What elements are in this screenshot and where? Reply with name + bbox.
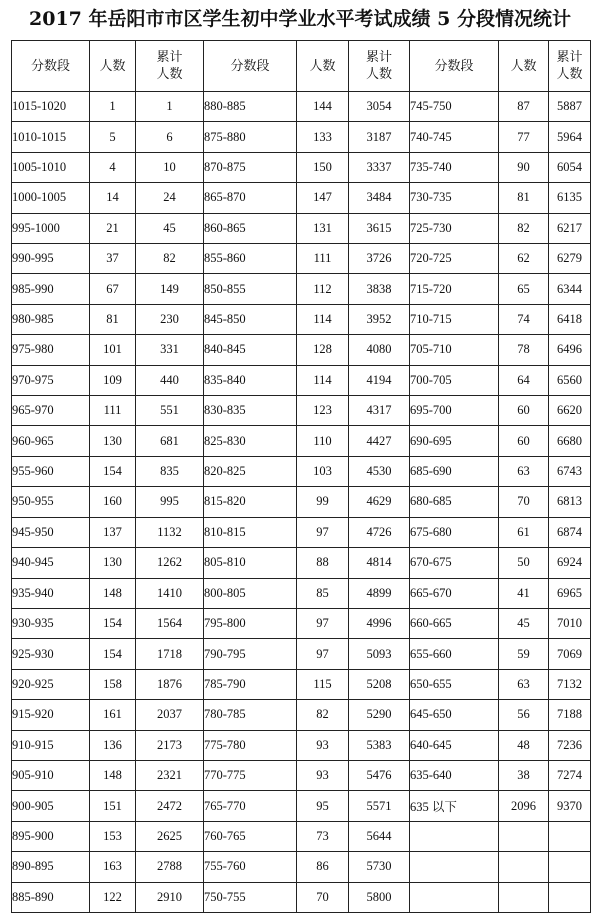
student-count: 90 [499,152,549,182]
cumulative-count: 7010 [549,608,591,638]
table-row [12,639,591,669]
score-segment: 810-815 [204,517,297,547]
student-count: 97 [297,608,349,638]
table-row [12,426,591,456]
student-count: 78 [499,335,549,365]
score-segment: 880-885 [204,92,297,122]
header-segment: 分数段 [410,41,499,92]
score-segment: 985-990 [12,274,90,304]
cumulative-count: 6279 [549,244,591,274]
table-row [12,183,591,213]
table-row [12,456,591,486]
student-count: 154 [90,456,136,486]
table-row [12,92,591,122]
score-segment [410,882,499,912]
cumulative-count: 6620 [549,396,591,426]
student-count: 123 [297,396,349,426]
cumulative-count: 5208 [349,669,410,699]
cumulative-count: 4317 [349,396,410,426]
cumulative-count: 4427 [349,426,410,456]
cumulative-count: 2788 [136,852,204,882]
student-count: 99 [297,487,349,517]
table-row [12,152,591,182]
cumulative-count: 82 [136,244,204,274]
score-segment: 1010-1015 [12,122,90,152]
score-segment: 940-945 [12,548,90,578]
cumulative-count: 5476 [349,760,410,790]
table-row [12,669,591,699]
student-count: 73 [297,821,349,851]
student-count [499,821,549,851]
student-count [499,882,549,912]
score-segment: 970-975 [12,365,90,395]
score-table [11,40,591,913]
score-segment: 685-690 [410,456,499,486]
cumulative-count: 24 [136,183,204,213]
cumulative-count [549,852,591,882]
cumulative-count: 5571 [349,791,410,821]
score-segment: 825-830 [204,426,297,456]
cumulative-count: 835 [136,456,204,486]
student-count: 151 [90,791,136,821]
student-count: 97 [297,517,349,547]
cumulative-count: 3726 [349,244,410,274]
score-segment: 910-915 [12,730,90,760]
cumulative-count: 1410 [136,578,204,608]
student-count: 109 [90,365,136,395]
student-count: 50 [499,548,549,578]
score-segment: 635 以下 [410,791,499,821]
cumulative-count: 5964 [549,122,591,152]
cumulative-count: 551 [136,396,204,426]
score-segment: 770-775 [204,760,297,790]
student-count: 136 [90,730,136,760]
table-row [12,244,591,274]
student-count: 128 [297,335,349,365]
score-segment: 645-650 [410,700,499,730]
cumulative-count: 5383 [349,730,410,760]
cumulative-count: 3952 [349,304,410,334]
score-segment: 675-680 [410,517,499,547]
student-count: 97 [297,639,349,669]
cumulative-count: 6418 [549,304,591,334]
student-count: 130 [90,548,136,578]
table-row [12,517,591,547]
cumulative-count: 1 [136,92,204,122]
score-segment: 975-980 [12,335,90,365]
cumulative-count: 5800 [349,882,410,912]
score-segment [410,852,499,882]
score-segment: 860-865 [204,213,297,243]
score-segment: 650-655 [410,669,499,699]
student-count: 101 [90,335,136,365]
score-segment: 800-805 [204,578,297,608]
student-count: 93 [297,760,349,790]
student-count: 112 [297,274,349,304]
score-segment: 680-685 [410,487,499,517]
table-row [12,882,591,912]
score-segment [410,821,499,851]
score-segment: 885-890 [12,882,90,912]
student-count: 60 [499,426,549,456]
table-row [12,274,591,304]
cumulative-count: 5093 [349,639,410,669]
cumulative-count: 4080 [349,335,410,365]
cumulative-count: 995 [136,487,204,517]
table-row [12,335,591,365]
cumulative-count: 5887 [549,92,591,122]
score-segment: 835-840 [204,365,297,395]
table-row [12,821,591,851]
score-segment: 920-925 [12,669,90,699]
cumulative-count: 5644 [349,821,410,851]
student-count: 110 [297,426,349,456]
student-count: 122 [90,882,136,912]
student-count: 62 [499,244,549,274]
score-segment: 930-935 [12,608,90,638]
score-segment: 640-645 [410,730,499,760]
score-segment: 915-920 [12,700,90,730]
cumulative-count: 3187 [349,122,410,152]
cumulative-count: 6 [136,122,204,152]
student-count: 147 [297,183,349,213]
score-segment: 935-940 [12,578,90,608]
score-segment: 700-705 [410,365,499,395]
student-count: 82 [297,700,349,730]
cumulative-count: 2321 [136,760,204,790]
student-count: 158 [90,669,136,699]
score-segment: 695-700 [410,396,499,426]
student-count: 1 [90,92,136,122]
score-segment: 840-845 [204,335,297,365]
student-count: 111 [90,396,136,426]
student-count: 163 [90,852,136,882]
header-segment: 分数段 [204,41,297,92]
score-segment: 690-695 [410,426,499,456]
score-segment: 660-665 [410,608,499,638]
score-segment: 890-895 [12,852,90,882]
student-count: 150 [297,152,349,182]
score-segment: 1005-1010 [12,152,90,182]
score-segment: 850-855 [204,274,297,304]
cumulative-count: 3054 [349,92,410,122]
student-count: 65 [499,274,549,304]
score-segment: 745-750 [410,92,499,122]
score-segment: 995-1000 [12,213,90,243]
score-segment: 875-880 [204,122,297,152]
score-segment: 705-710 [410,335,499,365]
cumulative-count: 6560 [549,365,591,395]
score-segment: 865-870 [204,183,297,213]
student-count: 56 [499,700,549,730]
cumulative-count: 6874 [549,517,591,547]
header-cumulative: 累计 人数 [136,41,204,92]
score-segment: 895-900 [12,821,90,851]
student-count: 130 [90,426,136,456]
cumulative-count [549,882,591,912]
cumulative-count: 1262 [136,548,204,578]
score-segment: 830-835 [204,396,297,426]
table-row [12,213,591,243]
header-row [12,41,591,92]
cumulative-count: 6217 [549,213,591,243]
student-count: 21 [90,213,136,243]
cumulative-count: 7274 [549,760,591,790]
table-row [12,760,591,790]
cumulative-count: 6680 [549,426,591,456]
score-segment: 795-800 [204,608,297,638]
cumulative-count: 6924 [549,548,591,578]
table-row [12,487,591,517]
score-segment: 820-825 [204,456,297,486]
cumulative-count: 6054 [549,152,591,182]
header-segment: 分数段 [12,41,90,92]
student-count: 64 [499,365,549,395]
cumulative-count: 2472 [136,791,204,821]
cumulative-count: 4814 [349,548,410,578]
student-count: 63 [499,669,549,699]
cumulative-count: 10 [136,152,204,182]
student-count: 60 [499,396,549,426]
student-count: 41 [499,578,549,608]
score-segment: 760-765 [204,821,297,851]
student-count: 59 [499,639,549,669]
score-segment: 720-725 [410,244,499,274]
score-segment: 790-795 [204,639,297,669]
student-count: 4 [90,152,136,182]
cumulative-count: 3337 [349,152,410,182]
cumulative-count: 1132 [136,517,204,547]
cumulative-count: 2173 [136,730,204,760]
cumulative-count: 3484 [349,183,410,213]
student-count: 45 [499,608,549,638]
student-count: 103 [297,456,349,486]
header-count: 人数 [499,41,549,92]
table-row [12,700,591,730]
student-count: 131 [297,213,349,243]
student-count: 161 [90,700,136,730]
cumulative-count: 7069 [549,639,591,669]
table-row [12,548,591,578]
student-count: 81 [90,304,136,334]
student-count: 154 [90,608,136,638]
score-segment: 710-715 [410,304,499,334]
table-row [12,791,591,821]
score-segment: 785-790 [204,669,297,699]
score-segment: 900-905 [12,791,90,821]
score-segment: 805-810 [204,548,297,578]
student-count: 70 [297,882,349,912]
student-count: 37 [90,244,136,274]
student-count: 148 [90,578,136,608]
cumulative-count: 5730 [349,852,410,882]
cumulative-count: 4899 [349,578,410,608]
cumulative-count: 2037 [136,700,204,730]
student-count: 133 [297,122,349,152]
score-segment: 960-965 [12,426,90,456]
student-count: 115 [297,669,349,699]
score-segment: 990-995 [12,244,90,274]
student-count: 114 [297,304,349,334]
student-count: 63 [499,456,549,486]
cumulative-count: 5290 [349,700,410,730]
student-count: 88 [297,548,349,578]
student-count: 5 [90,122,136,152]
student-count: 86 [297,852,349,882]
page-title: 2017 年岳阳市市区学生初中学业水平考试成绩 5 分段情况统计 [29,8,571,30]
student-count: 153 [90,821,136,851]
student-count: 61 [499,517,549,547]
student-count: 74 [499,304,549,334]
cumulative-count: 6965 [549,578,591,608]
table-row [12,396,591,426]
header-cumulative: 累计 人数 [349,41,410,92]
score-segment: 730-735 [410,183,499,213]
cumulative-count: 7132 [549,669,591,699]
score-segment: 845-850 [204,304,297,334]
score-segment: 945-950 [12,517,90,547]
cumulative-count: 230 [136,304,204,334]
cumulative-count: 1876 [136,669,204,699]
cumulative-count: 2910 [136,882,204,912]
student-count: 67 [90,274,136,304]
cumulative-count: 7236 [549,730,591,760]
student-count: 148 [90,760,136,790]
header-count: 人数 [90,41,136,92]
score-segment: 950-955 [12,487,90,517]
score-segment: 870-875 [204,152,297,182]
cumulative-count: 45 [136,213,204,243]
cumulative-count: 331 [136,335,204,365]
cumulative-count: 6743 [549,456,591,486]
student-count: 77 [499,122,549,152]
cumulative-count: 6344 [549,274,591,304]
score-segment: 740-745 [410,122,499,152]
score-segment: 635-640 [410,760,499,790]
table-row [12,365,591,395]
cumulative-count: 3838 [349,274,410,304]
score-segment: 780-785 [204,700,297,730]
score-segment: 715-720 [410,274,499,304]
student-count: 95 [297,791,349,821]
cumulative-count: 149 [136,274,204,304]
score-segment: 955-960 [12,456,90,486]
student-count: 111 [297,244,349,274]
cumulative-count: 6135 [549,183,591,213]
score-segment: 965-970 [12,396,90,426]
cumulative-count: 681 [136,426,204,456]
score-segment: 655-660 [410,639,499,669]
score-segment: 1000-1005 [12,183,90,213]
score-segment: 765-770 [204,791,297,821]
score-segment: 855-860 [204,244,297,274]
student-count: 137 [90,517,136,547]
student-count: 114 [297,365,349,395]
cumulative-count: 7188 [549,700,591,730]
score-table-body [12,92,591,913]
cumulative-count: 3615 [349,213,410,243]
student-count: 70 [499,487,549,517]
cumulative-count: 4194 [349,365,410,395]
student-count: 85 [297,578,349,608]
score-segment: 750-755 [204,882,297,912]
score-segment: 755-760 [204,852,297,882]
student-count: 93 [297,730,349,760]
cumulative-count: 4530 [349,456,410,486]
cumulative-count: 4629 [349,487,410,517]
score-segment: 905-910 [12,760,90,790]
cumulative-count: 4996 [349,608,410,638]
student-count: 87 [499,92,549,122]
header-count: 人数 [297,41,349,92]
score-segment: 925-930 [12,639,90,669]
score-segment: 665-670 [410,578,499,608]
score-segment: 735-740 [410,152,499,182]
cumulative-count: 1564 [136,608,204,638]
cumulative-count: 9370 [549,791,591,821]
cumulative-count: 6813 [549,487,591,517]
score-segment: 670-675 [410,548,499,578]
cumulative-count [549,821,591,851]
score-segment: 815-820 [204,487,297,517]
student-count: 2096 [499,791,549,821]
cumulative-count: 1718 [136,639,204,669]
student-count: 14 [90,183,136,213]
student-count: 38 [499,760,549,790]
cumulative-count: 440 [136,365,204,395]
cumulative-count: 4726 [349,517,410,547]
student-count: 82 [499,213,549,243]
table-row [12,730,591,760]
table-row [12,852,591,882]
cumulative-count: 2625 [136,821,204,851]
score-segment: 775-780 [204,730,297,760]
student-count: 48 [499,730,549,760]
header-cumulative: 累计 人数 [549,41,591,92]
table-row [12,304,591,334]
cumulative-count: 6496 [549,335,591,365]
score-segment: 725-730 [410,213,499,243]
table-row [12,578,591,608]
table-row [12,608,591,638]
student-count: 160 [90,487,136,517]
student-count: 154 [90,639,136,669]
student-count [499,852,549,882]
student-count: 81 [499,183,549,213]
score-segment: 980-985 [12,304,90,334]
table-row [12,122,591,152]
student-count: 144 [297,92,349,122]
score-segment: 1015-1020 [12,92,90,122]
